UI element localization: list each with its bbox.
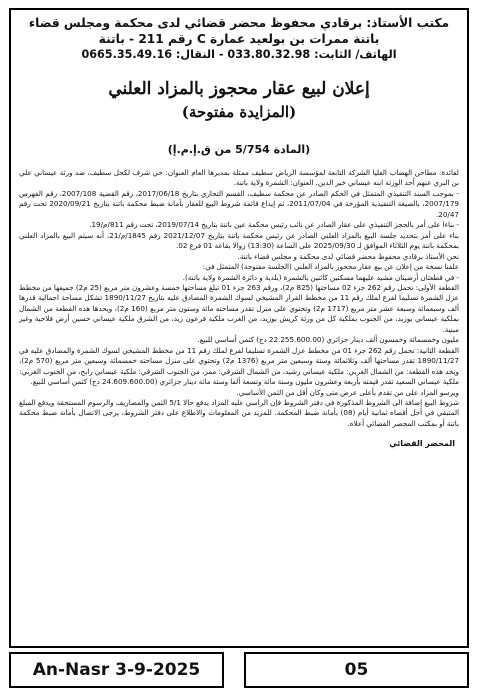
notice-body bbox=[11, 156, 467, 450]
notice-subtitle: (المزايدة مفتوحة) bbox=[181, 103, 297, 121]
notice-paragraph: القطعة الأولى: تحمل رقم 262 جزء 02 مساحتها (825 م2)، ورقم 263 جزء 01 تبلغ مساحتها خمسة وعشرون متر مربع (25 م2) جميعها من مخطط عزل الشمرة تسليما لفرع لملك رقم 11 من مخطط القرار المشيخي لسوك الشمرة المصادق عليه بتاريخ 1890/11/27 تشكل مساحة اجمالية قدرها ألف وسبعمائة وسبعة عشر متر مربع (1717 م2) وتحتوي على منزل تقدر مساحته مائة وستون متر مربع (160 م2)، ويحدها هذه القطعة من الشمال بملكية عيساني بوزيد، من الجنوب بملكية كل من ورثة كريش بوزيد، من الغرب ملكية فرعون زيد، من الشرق ملكية عيساني حسين أرض فلاحية وغير مبنية. bbox=[19, 282, 459, 334]
office-name: مكتب الأستاذ: برقادي محفوظ محضر قضائي لدى محكمة ومجلس قضاء bbox=[28, 16, 450, 30]
legal-notice bbox=[9, 8, 469, 648]
notice-paragraph: مليون وخمسمائة وخمسون ألف دينار جزائري (22.255.600.00 دج) كثمن أساسي للبيع. bbox=[197, 335, 459, 345]
notice-paragraph: - بموجب السند التنفيذي المتمثل في الحكم الصادر عن محكمة سطيف، القسم التجاري بتاريخ 2017/06/18، رقم القضية 2007/108، رقم الفهرس 2007/179، بالصيغة التنفيذية المؤرخة في 2011/07/04، ثم إيداع قائمة شروط البيع للعقار بأمانة ضبط محكمة باتنة بتاريخ 2020/09/21 تحت رقم 20/47. bbox=[19, 188, 460, 219]
notice-paragraph: بناء على أمر بتحديد جلسة البيع بالمزاد العلني الصادر عن رئيس محكمة باتنة بتاريخ 2021/12/07 رقم 1845/م/21، أنه سيتم البيع بالمزاد العلني بمحكمة باتنة يوم الثلاثاء الموافق لـ 2025/09/30 على الساعة (13:30) زوالا بقاعة 01 فرع 02. bbox=[19, 230, 459, 251]
page-footer bbox=[9, 652, 469, 690]
notice-paragraph: - في قطعتان أرضيتان مشيد عليهما مسكنين كائنين بالشمرة (بلدية و دائرة الشمرة ولاية باتنة). bbox=[182, 272, 459, 282]
notice-paragraph: - بناءا على أمر بالحجز التنفيذي على عقار الصادر عن نائب رئيس محكمة عين باتنة بتاريخ 2019/07/14، تحت رقم 811/م/19. bbox=[89, 220, 459, 230]
page-number: 05 bbox=[244, 652, 469, 688]
notice-paragraph: علقنا نسخة من إعلان عن بيع عقار محجوز بالمزاد العلني (الجلسة مفتوحة) المتمثل في: bbox=[202, 262, 459, 272]
notice-paragraph: نحن الأستاذ برقادي محفوظ محضر قضائي لدى محكمة و مجلس قضاء باتنة. bbox=[237, 251, 459, 261]
notice-paragraph: شروط البيع إضافة الى الشروط المذكورة في دفتر الشروط فإن الراسي عليه المزاد يدفع حالا 5/1 الثمن والمصاريف والرسوم المستحقة ويدفع المبلغ المتبقي في أجل أقصاه ثمانية أيام (08) بأمانة ضبط المحكمة. للمزيد من المعلومات والاطلاع على دفتر الشروط، يرجى الاتصال بأمانة ضبط محكمة باتنة أو بمكتب المحضر القضائي أعلاه. bbox=[19, 397, 460, 428]
notice-paragraph: القطعة الثانية: تحمل رقم 262 جزء 01 من مخطط عزل الشمرة تسليما لفرع لملك رقم 11 من مخطط المشيخي لسوك الشمرة والمصادق عليه في 1890/11/27 تقدر مساحتها ألف وثلاثمائة وستة وسبعين متر مربع (1376 م2) وتحتوي على منزل مساحته خمسمائة وسبعين متر مربع (570 م2)، ويحد هذه القطعة: من الشمال الغربي: ملكية عيساني رشيد، من الشمال الشرقي: ممر، من الجنوب الشرقي: ملكية عيساني رابح، من الجنوب الغربي: ملكية عيساني السعيد تقدر قيمته بأربعة وعشرون مليون وستة مائة وتسعة ألفا وستة مائة دينار جزائري (24.609.600.00 دج) كثمن أساسي للبيع. bbox=[19, 345, 459, 387]
signature: المحضر القضائي bbox=[389, 439, 455, 449]
notice-paragraph: لفائدة: مطاحن الهضاب العليا الشركة التابعة لمؤسسة الرياض سطيف ممثلة بمديرها العام العنوان: حي شرف لكحل سطيف، ضد ورثة عيساني علي بن البري عنهم أحد الورثة ابنه عيساني خير الدين. العنوان: الشمرة ولاية باتنة. bbox=[19, 168, 459, 188]
publication-date: An-Nasr 3-9-2025 bbox=[9, 652, 224, 688]
legal-article-reference: (المادة 5/754 من ق.إ.م.إ) bbox=[167, 143, 311, 156]
bailiff-office-header bbox=[11, 10, 467, 63]
office-phones: الهاتف/ الثابت: 033.80.32.98 - النقال: 0665.35.49.16 bbox=[81, 48, 397, 61]
notice-title: إعلان لبيع عقار محجوز بالمزاد العلني bbox=[108, 79, 370, 99]
notice-paragraph: ويرسو المزاد على من تقدم بأعلى عرض متى وكان أقل من الثمن الأساسي. bbox=[236, 387, 459, 397]
office-address: باتنة ممرات بن بولعيد عمارة C رقم 211 - باتنة bbox=[98, 32, 380, 46]
notice-title-block bbox=[11, 77, 467, 123]
